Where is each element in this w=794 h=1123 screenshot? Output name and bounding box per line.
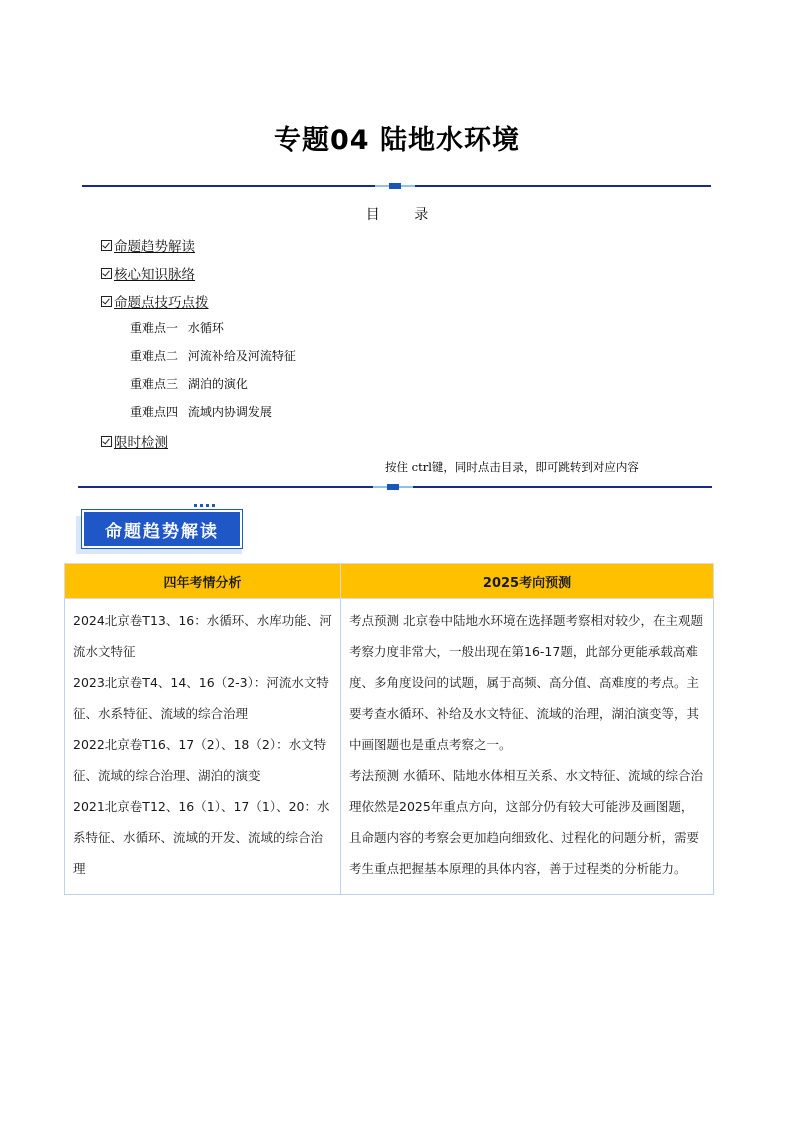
checkbox-icon <box>101 268 112 279</box>
divider-ornament <box>373 484 413 490</box>
toc-item-test[interactable] <box>101 431 168 451</box>
exam-entry: 2021北京卷T12、16（1）、17（1）、20：水系特征、水循环、流域的开发、流域的综合治理 <box>73 799 330 876</box>
divider-ornament <box>375 183 415 189</box>
analysis-cell <box>65 599 341 895</box>
section-badge-label: 命题趋势解读 <box>82 510 242 548</box>
page-title: 专题04 陆地水环境 <box>274 125 520 156</box>
toc-item-label: 核心知识脉络 <box>114 267 195 283</box>
forecast-paragraph: 考点预测 北京卷中陆地水环境在选择题考察相对较少，在主观题考察力度非常大，一般出现在第16-17题，此部分更能承载高难度、多角度设问的试题，属于高频、高分值、高难度的考点。主要考查水循环、补给及水文特征、流域的治理，湖泊演变等，其中画图题也是重点考察之一。 <box>349 613 703 752</box>
dots-decoration <box>194 504 215 507</box>
table-header-forecast: 2025考向预测 <box>341 564 714 599</box>
toc-item-label: 限时检测 <box>114 435 168 451</box>
section-badge <box>76 510 246 556</box>
checkbox-icon <box>101 240 112 251</box>
toc-item-knowledge[interactable] <box>101 263 195 283</box>
forecast-cell <box>341 599 714 895</box>
toc-subitem[interactable]: 重难点一 水循环 <box>130 321 224 335</box>
table-header-analysis: 四年考情分析 <box>65 564 341 599</box>
exam-entry: 2024北京卷T13、16：水循环、水库功能、河流水文特征 <box>73 613 332 659</box>
toc-subitem[interactable]: 重难点三 湖泊的演化 <box>130 377 248 391</box>
toc-note: 按住 ctrl键，同时点击目录，即可跳转到对应内容 <box>385 460 639 474</box>
toc-item-label: 命题点技巧点拨 <box>114 295 209 311</box>
toc-subitem[interactable]: 重难点四 流域内协调发展 <box>130 405 272 419</box>
exam-entry: 2022北京卷T16、17（2）、18（2）：水文特征、流域的综合治理、湖泊的演变 <box>73 737 327 783</box>
exam-entry: 2023北京卷T4、14、16（2-3）：河流水文特征、水系特征、流域的综合治理 <box>73 675 329 721</box>
toc-item-skills[interactable] <box>101 291 209 311</box>
toc-item-trend[interactable] <box>101 235 195 255</box>
checkbox-icon <box>101 296 112 307</box>
toc-subitem[interactable]: 重难点二 河流补给及河流特征 <box>130 349 296 363</box>
toc-item-label: 命题趋势解读 <box>114 239 195 255</box>
analysis-table <box>64 563 714 895</box>
checkbox-icon <box>101 436 112 447</box>
forecast-paragraph: 考法预测 水循环、陆地水体相互关系、水文特征、流域的综合治理依然是2025年重点方向，这部分仍有较大可能涉及画图题，且命题内容的考察会更加趋向细致化、过程化的问题分析，需要考生重点把握基本原理的具体内容，善于过程类的分析能力。 <box>349 768 703 876</box>
toc-heading: 目 录 <box>365 207 429 223</box>
